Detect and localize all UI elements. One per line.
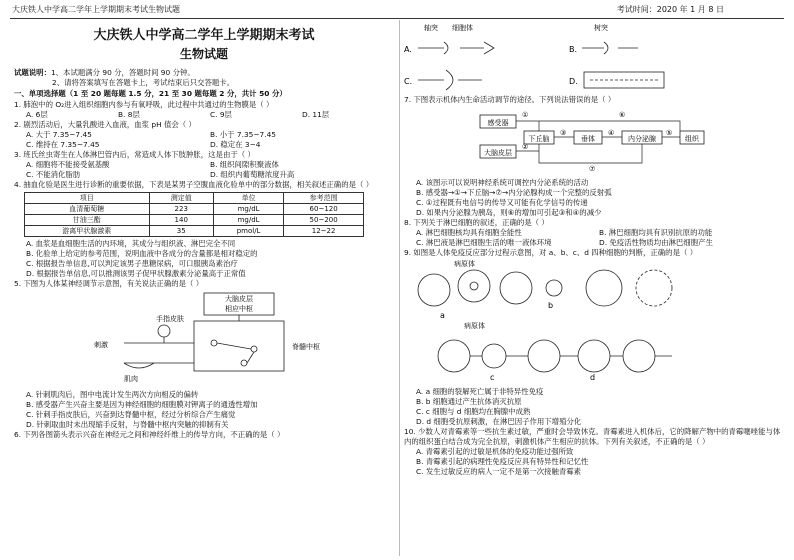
q1-option-b: B. 8层 [118,110,140,119]
q8-option-b: B. 淋巴细胞均具有识别抗原的功能 [599,228,713,237]
neuron-cell [211,340,217,346]
table-header-cell: 单位 [213,193,283,204]
q3-options-row1 [26,160,394,170]
pituitary-label: 垂体 [581,135,595,143]
cell-a-4 [586,270,622,306]
hypothalamus-label: 下丘脑 [528,135,550,143]
q5-option-d: D. 针刺取血时未出现缩手反射，与脊髓中枢内突触的抑制有关 [26,420,229,429]
reflex-arc-diagram [94,291,354,385]
cell-a-3 [500,272,532,304]
synapse-diagram-a [418,42,494,54]
instructions-line2: 2、请将答案填写在答题卡上，考试结束后只交答题卡。 [52,78,235,87]
step-4: ④ [608,129,615,137]
table-cell: 血清葡萄糖 [25,204,150,215]
q8-option-a: A. 淋巴细胞核均具有细胞全能性 [416,228,522,237]
header-divider [10,18,784,19]
q8-options-row2 [416,238,782,248]
q5-stem: 5. 下图为人体某神经调节示意图，有关说法正确的是（ ） [14,279,204,288]
q7-option-b: B. 感受器→①→下丘脑→⑦→内分泌腺构成一个完整的反射弧 [416,188,612,197]
cell-a-label: a [440,311,445,320]
q3-option-c: C. 不能消化脂肪 [26,170,81,179]
table-cell: pmol/L [213,226,283,237]
cell-b [546,280,562,296]
cell-d-3 [623,340,655,372]
cell-c-1 [438,340,470,372]
q6-stem: 6. 下列各图箭头表示兴奋在神经元之间和神经纤维上的传导方向，不正确的是（ ） [14,430,285,439]
interneuron [217,343,251,349]
pathogen-label-2: 病原体 [464,322,485,330]
option-d-label: D. [569,77,578,86]
table-cell: mg/dL [213,204,283,215]
q9-stem: 9. 如图是人体免疫反应部分过程示意图，对 a、b、c、d 四种细胞的判断，正确的是（ ） [404,248,698,257]
q10-option-b: B. 青霉素引起的病理性免疫反应具有特异性和记忆性 [416,457,589,466]
q5-option-a: A. 针刺肌肉后，图中电流计发生两次方向相反的偏转 [26,390,199,399]
q8-option-d: D. 免疫活性物质均由淋巴细胞产生 [599,238,713,247]
q4-option-b: B. 化验单上给定的参考范围，说明血液中各成分的含量都是相对稳定的 [26,249,258,258]
q2-option-d: D. 稳定在 3~4 [210,140,261,149]
table-row [25,226,364,237]
cellbody-label: 细胞体 [452,24,473,32]
instructions-line1 [14,68,394,78]
q8-option-c: C. 淋巴液是淋巴细胞生活的唯一液体环境 [416,238,552,247]
table-header-cell: 项目 [25,193,150,204]
hand-label: 手指皮肤 [156,315,184,323]
q10-option-c: C. 发生过敏反应的病人一定不是第一次接触青霉素 [416,467,582,476]
option-b-label: B. [569,45,578,54]
q9-option-d: D. d 细胞受抗原刺激，在淋巴因子作用下增殖分化 [416,417,582,426]
table-header-cell: 测定值 [149,193,213,204]
synapse-diagram-b [582,42,638,54]
q7-stem: 7. 下图表示机体内生命活动调节的途径。下列说法错误的是（ ） [404,95,616,104]
neuron-cell [251,346,257,352]
blood-test-table [24,192,364,237]
table-cell: 60~120 [284,204,364,215]
table-header-cell: 参考范围 [284,193,364,204]
q4-stem: 4. 抽血化验是医生进行诊断的重要依据，下表是某男子空腹血液化验单中的部分数据，相关叙述正确的是（ ） [14,180,374,189]
q9-option-c: C. c 细胞与 d 细胞均在胸腺中成熟 [416,407,531,416]
interneuron [247,352,254,363]
cell-d-label: d [590,373,596,382]
q9-option-b: B. b 细胞通过产生抗体消灭抗原 [416,397,522,406]
axon-label: 轴突 [424,24,438,32]
q3-options-row2 [26,170,394,180]
q4-option-a: A. 血浆是血细胞生活的内环境，其成分与组织液、淋巴完全不同 [26,239,236,248]
q2-option-b: B. 小于 7.35~7.45 [210,130,277,139]
table-row [25,204,364,215]
cell-a-2 [458,270,490,302]
q7-option-d: D. 如果内分泌腺为胰岛，则⑥的增加可引起③和④的减少 [416,208,602,217]
endocrine-label: 内分泌腺 [628,135,656,143]
q7-option-c: C. ①过程既有电信号的传导又可能有化学信号的传递 [416,198,588,207]
q3-stem: 3. 班氏丝虫寄生在人体淋巴管内后，常造成人体下肢肿胀，这是由于（ ） [14,150,255,159]
q1-options [26,110,394,120]
table-cell: 12~22 [284,226,364,237]
neuron-conduction-figure [404,22,774,92]
q7-option-a: A. 该图示可以说明神经系统可调控内分泌系统的活动 [416,178,589,187]
cell-c-label: c [490,373,495,382]
brain-label: 大脑皮层 [225,295,253,303]
table-cell: 35 [149,226,213,237]
q10-option-a: A. 青霉素引起的过敏是机体的免疫功能过强所致 [416,447,574,456]
immune-response-diagram [404,258,774,384]
q1-option-c: C. 9层 [210,110,232,119]
step-3: ③ [560,129,567,137]
q5-option-c: C. 针刺手指皮肤后，兴奋到达脊髓中枢，经过分析综合产生痛觉 [26,410,236,419]
q1-option-a: A. 6层 [26,110,48,119]
regulation-pathway-diagram [404,105,774,175]
table-cell: 140 [149,215,213,226]
q2-option-a: A. 大于 7.35~7.45 [26,130,92,139]
cortex-label: 大脑皮层 [484,149,512,157]
q5-option-b: B. 感受器产生兴奋主要是因为神经细胞的细胞膜对钾离子的通透性增加 [26,400,258,409]
q2-stem: 2. 剧烈活动后，大量乳酸进入血液，血浆 pH 值会（ ） [14,120,196,129]
option-a-label: A. [404,45,412,54]
table-cell: 223 [149,204,213,215]
table-cell: 甘油三酯 [25,215,150,226]
stim-label: 刺激 [94,341,108,349]
left-column [14,22,394,556]
q3-option-d: D. 组织内葡萄糖浓度升高 [210,170,295,179]
header-left: 大庆铁人中学高二学年上学期期末考试生物试题 [12,5,180,14]
table-cell: mg/dL [213,215,283,226]
spinal-label: 脊髓中枢 [292,343,320,351]
q4-option-d: D. 根据报告单信息,可以推测该男子促甲状腺激素分泌量高于正常值 [26,269,246,278]
cell-d-1 [528,340,560,372]
instructions-label: 试题说明： [14,68,51,77]
cell-d-2 [578,340,610,372]
muscle-label: 肌肉 [124,375,138,383]
cell-a-nucleus [470,282,478,290]
neuron-cell [241,360,247,366]
cell-b-label: b [548,301,554,310]
q3-option-a: A. 细胞将不能接受氨基酸 [26,160,110,169]
q9-option-a: A. a 细胞的裂解死亡属于非特异性免疫 [416,387,544,396]
synapse-diagram-c [418,70,482,90]
table-cell: 50~200 [284,215,364,226]
table-row [25,215,364,226]
step-2: ② [522,143,529,151]
step-7: ⑦ [589,165,596,173]
q2-option-c: C. 维持在 7.35~7.45 [26,140,100,149]
table-header-row [25,193,364,204]
column-divider [399,20,400,556]
header-right: 考试时间：2020 年 1 月 8 日 [616,5,724,14]
cell-a-1 [418,274,450,306]
right-column [404,22,782,556]
step-6: ⑥ [619,111,626,119]
q4-option-c: C. 根据报告单信息,可以判定该男子患糖尿病，可口服胰岛素治疗 [26,259,238,268]
section-heading: 一、单项选择题（1 至 20 题每题 1.5 分，21 至 30 题每题 2 分，共计 50 分） [14,89,287,98]
pathogen-label-1: 病原体 [454,260,475,268]
q1-option-d: D. 11层 [302,110,330,119]
step-1: ① [522,111,529,119]
cell-a-lysed [636,270,672,306]
q2-options-row1 [26,130,394,140]
q3-option-b: B. 组织间隙积聚液体 [210,160,279,169]
synapse-label: 树突 [594,24,608,32]
galvanometer [158,325,170,337]
q2-options-row2 [26,140,394,150]
step-5: ⑤ [666,129,673,137]
instructions-text1: 1、本试题满分 90 分，答题时间 90 分钟。 [50,68,195,77]
spinal-box [194,321,284,371]
q8-stem: 8. 下列关于淋巴细胞的叙述，正确的是（ ） [404,218,549,227]
exam-subtitle: 生物试题 [179,47,228,61]
exam-title: 大庆铁人中学高二学年上学期期末考试 [93,28,315,43]
table-cell: 游离甲状腺激素 [25,226,150,237]
option-c-label: C. [404,77,413,86]
q10-stem: 10. 少数人对青霉素等一些抗生素过敏，严重时会导致休克。青霉素进入机体后，它的降解产物中的青霉噻唑能与体内的组织蛋白结合成为完全抗原，刺激机体产生相应的抗体。下列有关叙述，不正确的是（ ） [404,427,781,446]
q8-options-row1 [416,228,782,238]
receptor-label: 感受器 [487,119,509,127]
tissue-label: 组织 [685,135,699,143]
cell-c-2 [482,344,506,368]
muscle-shape [124,363,154,368]
center-label: 相应中枢 [225,305,253,313]
q1-stem: 1. 肺泡中的 O₂进入组织细胞内参与有氧呼吸，此过程中共通过的生物膜是（ ） [14,100,274,109]
